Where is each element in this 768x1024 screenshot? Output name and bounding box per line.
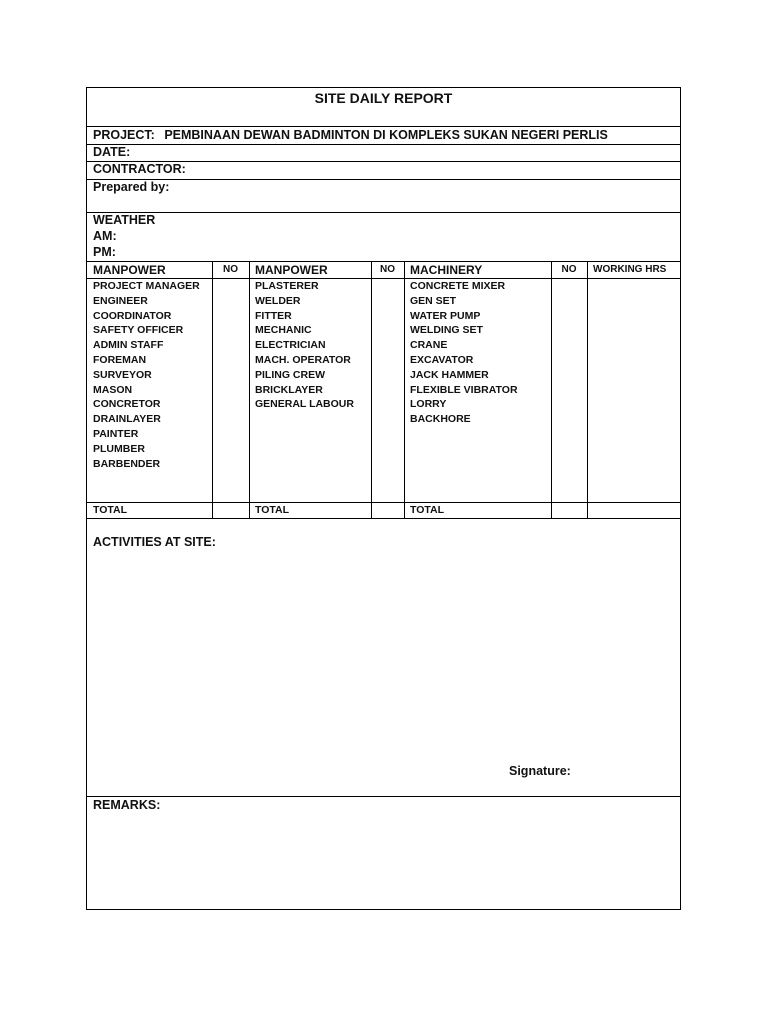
remarks-label: REMARKS: bbox=[93, 798, 161, 812]
list-item: GEN SET bbox=[410, 294, 457, 307]
list-item: FLEXIBLE VIBRATOR bbox=[410, 383, 518, 396]
divider bbox=[87, 518, 680, 519]
list-item: FOREMAN bbox=[93, 353, 147, 366]
column-divider bbox=[212, 261, 213, 518]
list-item: COORDINATOR bbox=[93, 309, 172, 322]
divider bbox=[87, 796, 680, 797]
header-machinery: MACHINERY bbox=[410, 263, 483, 277]
total-label-manpower-1: TOTAL bbox=[93, 504, 128, 516]
weather-pm-label: PM: bbox=[93, 245, 116, 259]
list-item: ENGINEER bbox=[93, 294, 148, 307]
list-item: CONCRETOR bbox=[93, 398, 161, 411]
list-item: WELDER bbox=[255, 294, 301, 307]
list-item: BARBENDER bbox=[93, 457, 161, 470]
activities-label: ACTIVITIES AT SITE: bbox=[93, 535, 216, 549]
prepared-by-label: Prepared by: bbox=[93, 180, 170, 194]
divider bbox=[87, 179, 680, 180]
column-divider bbox=[587, 261, 588, 518]
list-item: SAFETY OFFICER bbox=[93, 324, 184, 337]
list-item: GENERAL LABOUR bbox=[255, 398, 354, 411]
manpower-list-1 bbox=[93, 279, 200, 471]
contractor-label: CONTRACTOR: bbox=[93, 162, 186, 176]
list-item: PROJECT MANAGER bbox=[93, 280, 200, 292]
date-label: DATE: bbox=[93, 145, 131, 159]
list-item: BACKHORE bbox=[410, 413, 471, 426]
column-divider bbox=[249, 261, 250, 518]
list-item: EXCAVATOR bbox=[410, 353, 474, 366]
total-label-manpower-2: TOTAL bbox=[255, 504, 290, 516]
list-item: WATER PUMP bbox=[410, 309, 481, 322]
divider bbox=[87, 502, 680, 503]
list-item: FITTER bbox=[255, 309, 292, 322]
header-manpower-2: MANPOWER bbox=[255, 263, 328, 277]
machinery-list bbox=[410, 279, 518, 427]
header-manpower-1: MANPOWER bbox=[93, 263, 166, 277]
site-daily-report-form bbox=[86, 87, 681, 910]
list-item: MACH. OPERATOR bbox=[255, 353, 351, 366]
list-item: BRICKLAYER bbox=[255, 383, 323, 396]
list-item: PAINTER bbox=[93, 427, 139, 440]
column-divider bbox=[551, 261, 552, 518]
list-item: WELDING SET bbox=[410, 324, 483, 337]
header-no-2: NO bbox=[380, 264, 395, 275]
project-value: PEMBINAAN DEWAN BADMINTON DI KOMPLEKS SUKAN NEGERI PERLIS bbox=[164, 128, 608, 142]
list-item: LORRY bbox=[410, 398, 447, 411]
signature-label: Signature: bbox=[509, 764, 571, 778]
list-item: MECHANIC bbox=[255, 324, 312, 337]
divider bbox=[87, 144, 680, 145]
project-label: PROJECT: bbox=[93, 128, 155, 142]
list-item: JACK HAMMER bbox=[410, 368, 489, 381]
list-item: DRAINLAYER bbox=[93, 413, 161, 426]
list-item: MASON bbox=[93, 383, 133, 396]
list-item: CONCRETE MIXER bbox=[410, 280, 506, 292]
column-divider bbox=[371, 261, 372, 518]
list-item: ELECTRICIAN bbox=[255, 339, 326, 352]
manpower-list-2 bbox=[255, 279, 354, 412]
list-item: PLASTERER bbox=[255, 280, 319, 292]
list-item: CRANE bbox=[410, 339, 448, 352]
weather-label: WEATHER bbox=[93, 213, 156, 227]
list-item: ADMIN STAFF bbox=[93, 339, 164, 352]
list-item: PLUMBER bbox=[93, 442, 145, 455]
header-no-1: NO bbox=[223, 264, 238, 275]
header-no-3: NO bbox=[561, 264, 577, 275]
header-working-hrs: WORKING HRS bbox=[593, 264, 667, 275]
column-divider bbox=[404, 261, 405, 518]
list-item: SURVEYOR bbox=[93, 368, 152, 381]
divider bbox=[87, 212, 680, 213]
total-label-machinery: TOTAL bbox=[410, 504, 445, 516]
report-title: SITE DAILY REPORT bbox=[314, 90, 453, 106]
weather-am-label: AM: bbox=[93, 229, 117, 243]
divider bbox=[87, 126, 680, 127]
divider bbox=[87, 261, 680, 262]
list-item: PILING CREW bbox=[255, 368, 325, 381]
project-row bbox=[93, 128, 608, 142]
